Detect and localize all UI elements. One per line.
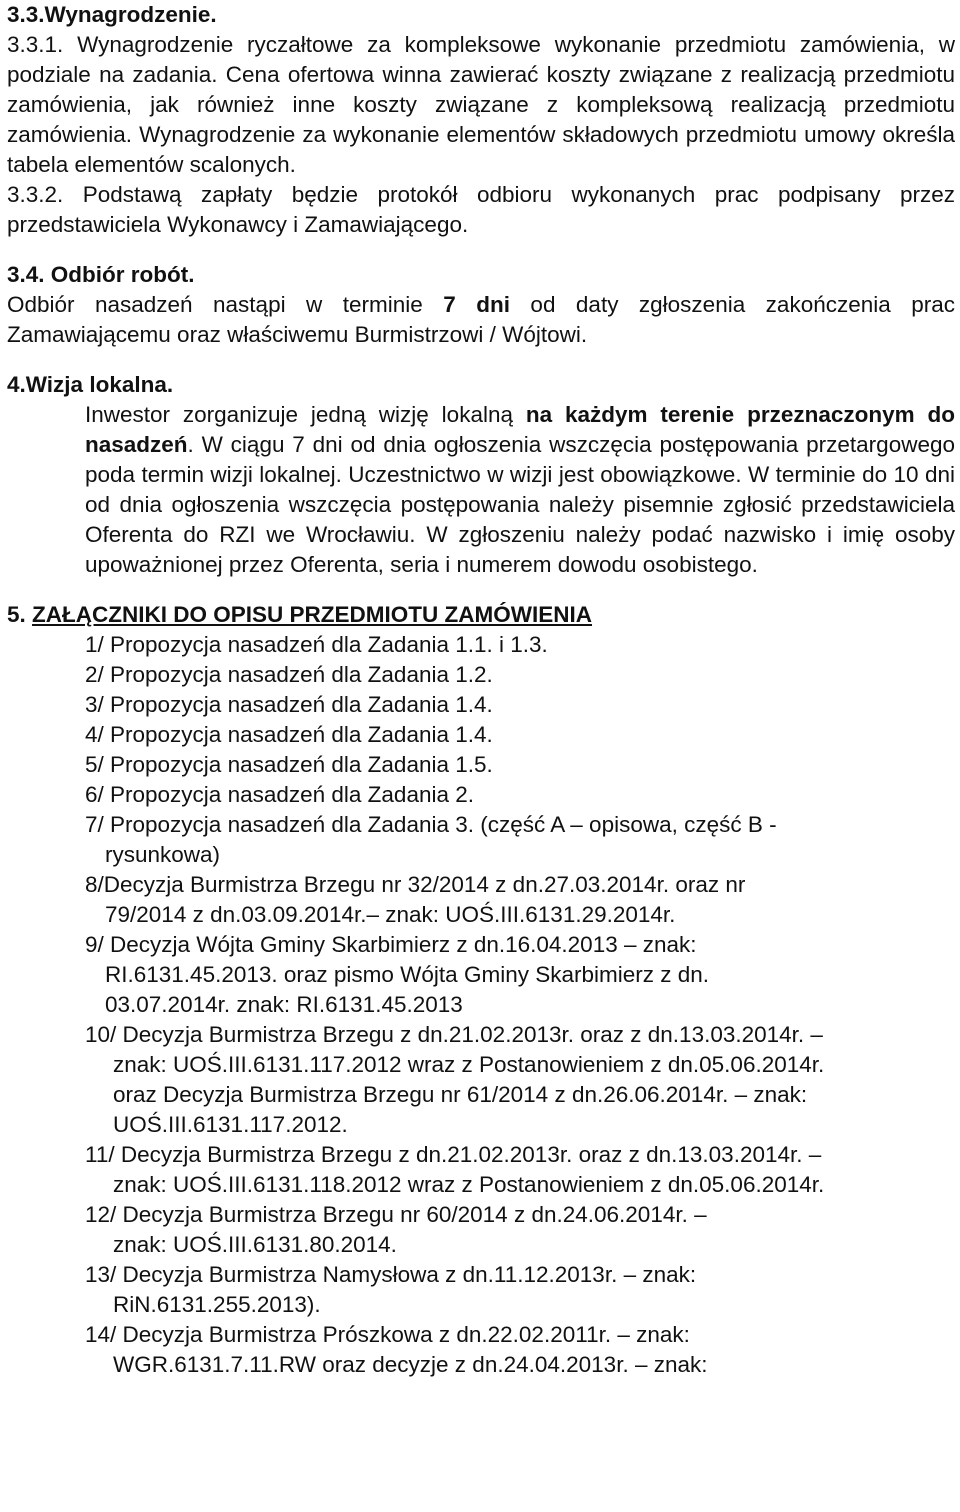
- section-3-4-heading: 3.4. Odbiór robót.: [7, 262, 195, 287]
- section-3-3-1-paragraph: 3.3.1. Wynagrodzenie ryczałtowe za kompleksowe wykonanie przedmiotu zamówienia, w podziale na zadania. Cena ofertowa winna zawierać koszty związane z realizacją przedmiotu zamówienia, jak również inne koszty związane z kompleksową realizacją przedmiotu zamówienia. Wynagrodzenie za wykonanie elementów składowych przedmiotu umowy określa tabela elementów scalonych.: [7, 32, 955, 177]
- section-3-3-2-paragraph: 3.3.2. Podstawą zapłaty będzie protokół odbioru wykonanych prac podpisany przez przedstawiciela Wykonawcy i Zamawiającego.: [7, 182, 955, 237]
- document-page: [7, 0, 955, 1380]
- section-5-number: 5.: [7, 602, 26, 627]
- list-item: 8/Decyzja Burmistrza Brzegu nr 32/2014 z dn.27.03.2014r. oraz nr 79/2014 z dn.03.09.2014r.– znak: UOŚ.III.6131.29.2014r.: [85, 872, 746, 927]
- section-3-4-text-a: Odbiór nasadzeń nastąpi w terminie: [7, 292, 444, 317]
- list-item: 9/ Decyzja Wójta Gminy Skarbimierz z dn.16.04.2013 – znak: RI.6131.45.2013. oraz pismo Wójta Gminy Skarbimierz z dn. 03.07.2014r. znak: RI.6131.45.2013: [85, 932, 710, 1017]
- list-item: 5/ Propozycja nasadzeń dla Zadania 1.5.: [85, 752, 493, 777]
- section-5-title: ZAŁĄCZNIKI DO OPISU PRZEDMIOTU ZAMÓWIENIA: [32, 602, 593, 627]
- section-3-4-term: 7 dni: [443, 292, 510, 317]
- list-item: 12/ Decyzja Burmistrza Brzegu nr 60/2014 z dn.24.06.2014r. – znak: UOŚ.III.6131.80.2014.: [85, 1202, 707, 1257]
- section-4-heading: 4.Wizja lokalna.: [7, 372, 174, 397]
- list-item: 11/ Decyzja Burmistrza Brzegu z dn.21.02.2013r. oraz z dn.13.03.2014r. – znak: UOŚ.III.6131.118.2012 wraz z Postanowieniem z dn.05.06.2014r.: [85, 1142, 825, 1197]
- section-3-4-text-b: od daty zgłoszenia zakończenia prac Zamawiającemu oraz właściwemu Burmistrzowi / Wójtowi.: [7, 292, 955, 347]
- list-item: 4/ Propozycja nasadzeń dla Zadania 1.4.: [85, 722, 493, 747]
- list-item: 13/ Decyzja Burmistrza Namysłowa z dn.11.12.2013r. – znak: RiN.6131.255.2013).: [85, 1262, 697, 1317]
- list-item: 6/ Propozycja nasadzeń dla Zadania 2.: [85, 782, 475, 807]
- section-3-3-heading: 3.3.Wynagrodzenie.: [7, 2, 217, 27]
- section-4-emphasis: na każdym terenie przeznaczonym do nasadzeń: [85, 402, 955, 457]
- list-item: 7/ Propozycja nasadzeń dla Zadania 3. (część A – opisowa, część B - rysunkowa): [85, 812, 777, 867]
- list-item: 10/ Decyzja Burmistrza Brzegu z dn.21.02.2013r. oraz z dn.13.03.2014r. – znak: UOŚ.III.6131.117.2012 wraz z Postanowieniem z dn.05.06.2014r. oraz Decyzja Burmistrza Brzegu nr 61/2014 z dn.26.06.2014r. – znak: UOŚ.III.6131.117.2012.: [85, 1022, 825, 1137]
- section-5-heading: [7, 600, 955, 630]
- section-4-text-b: . W ciągu 7 dni od dnia ogłoszenia wszczęcia postępowania przetargowego poda termin wizji lokalnej. Uczestnictwo w wizji jest obowiązkowe. W terminie do 10 dni od dnia ogłoszenia wszczęcia postępowania należy pisemnie zgłosić przedstawiciela Oferenta do RZI we Wrocławiu. W zgłoszeniu należy podać nazwisko i imię osoby upoważnionej przez Oferenta, seria i numerem dowodu osobistego.: [85, 432, 955, 577]
- section-3-4-paragraph: [7, 290, 955, 350]
- list-item: 2/ Propozycja nasadzeń dla Zadania 1.2.: [85, 662, 493, 687]
- list-item: 3/ Propozycja nasadzeń dla Zadania 1.4.: [85, 692, 493, 717]
- attachments-list: [85, 630, 960, 1380]
- list-item: 14/ Decyzja Burmistrza Prószkowa z dn.22.02.2011r. – znak: WGR.6131.7.11.RW oraz decyzje z dn.24.04.2013r. – znak:: [85, 1322, 708, 1377]
- section-4-paragraph: [85, 400, 955, 580]
- section-4-text-a: Inwestor zorganizuje jedną wizję lokalną: [85, 402, 526, 427]
- list-item: 1/ Propozycja nasadzeń dla Zadania 1.1. i 1.3.: [85, 632, 548, 657]
